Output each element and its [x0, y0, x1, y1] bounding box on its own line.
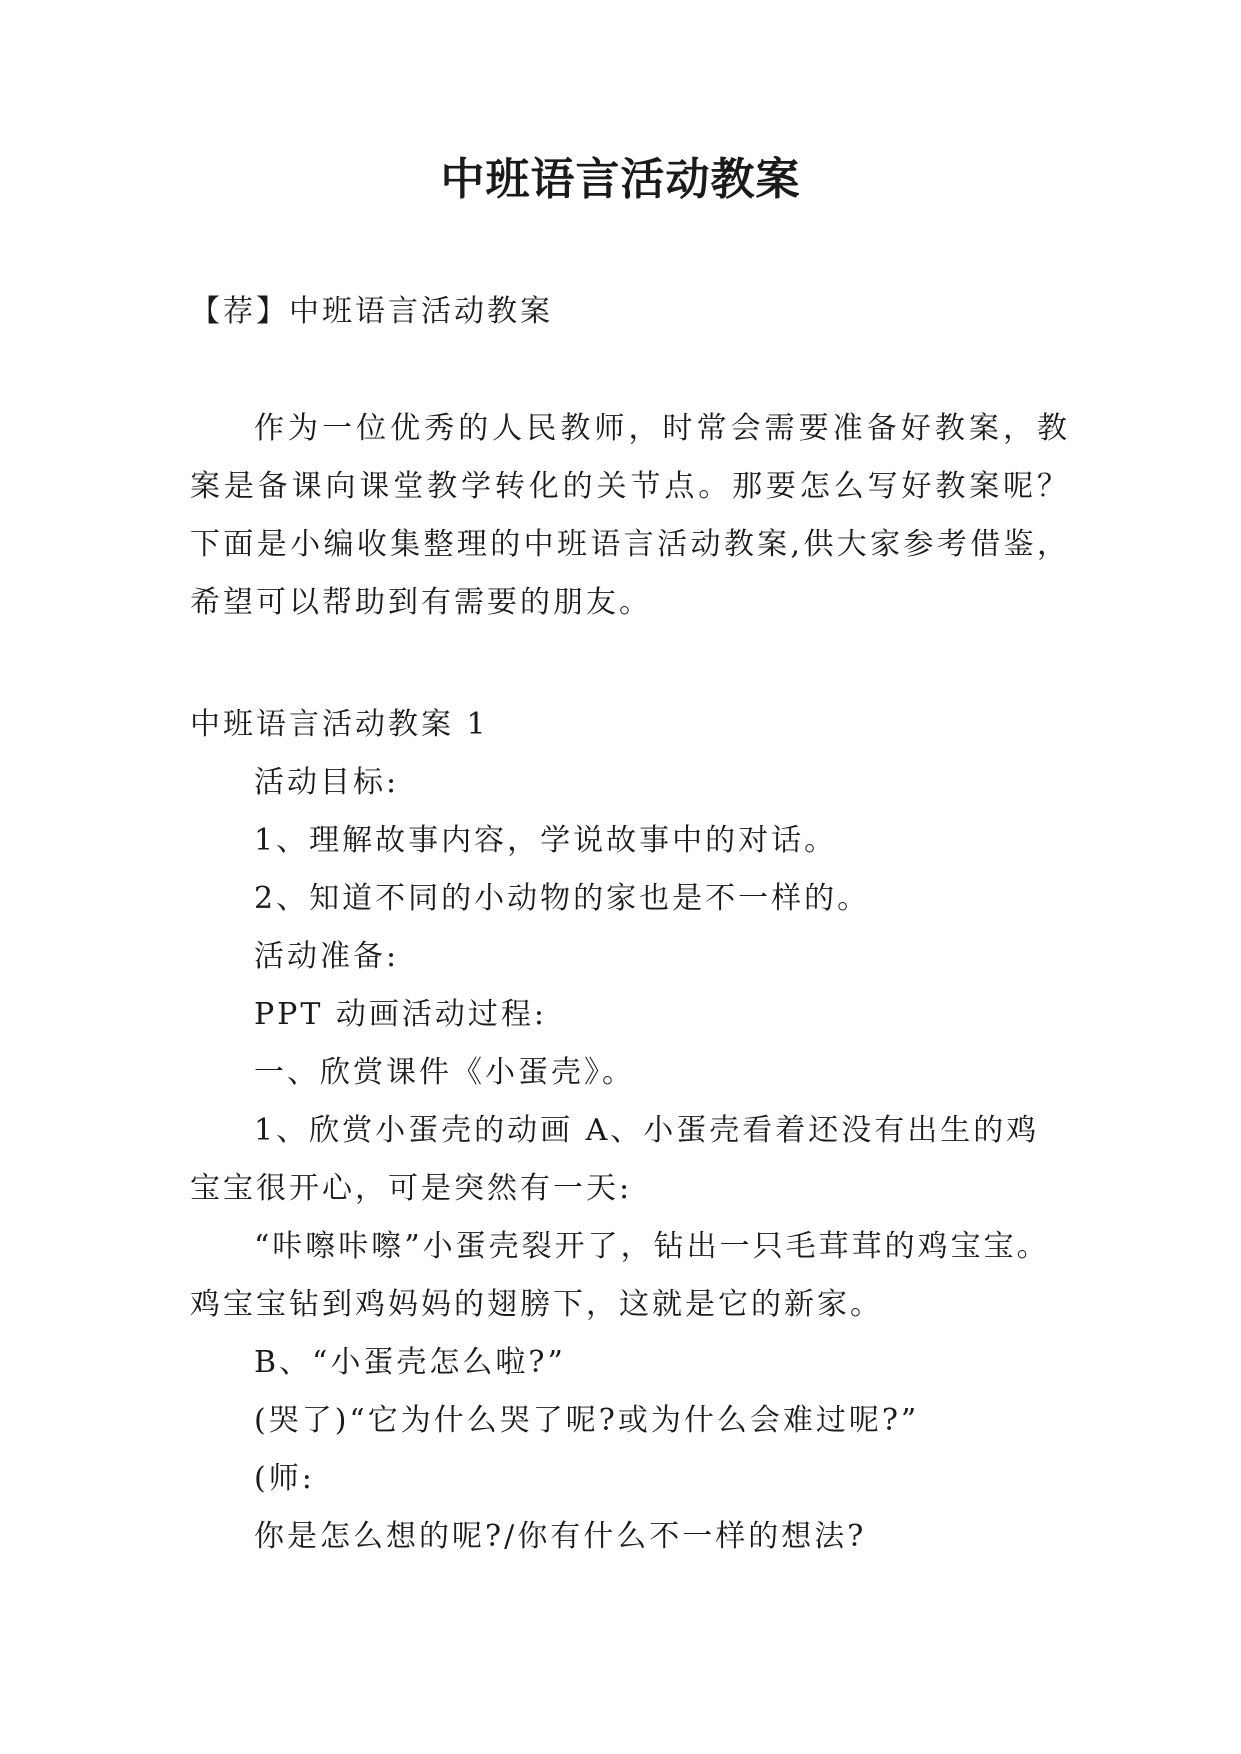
intro-paragraph: 作为一位优秀的人民教师，时常会需要准备好教案，教案是备课向课堂教学转化的关节点。那要怎么写好教案呢？下面是小编收集整理的中班语言活动教案,供大家参考借鉴，希望可以帮助到有需要的朋友。	[190, 411, 1070, 620]
paragraph-activity-prep: 活动准备:	[254, 939, 400, 974]
paragraph-activity-goals: 活动目标:	[254, 765, 400, 800]
paragraph-why-cry: (哭了)“它为什么哭了呢?或为什么会难过呢?”	[254, 1403, 920, 1438]
paragraph-goal-1: 1、理解故事内容，学说故事中的对话。	[254, 823, 838, 858]
paragraph-teacher: (师:	[254, 1461, 315, 1496]
paragraph-question-b: B、“小蛋壳怎么啦?”	[254, 1345, 566, 1380]
paragraph-goal-2: 2、知道不同的小动物的家也是不一样的。	[254, 881, 871, 916]
paragraph-step-one: 一、欣赏课件《小蛋壳》。	[254, 1055, 635, 1090]
paragraph-what-think: 你是怎么想的呢?/你有什么不一样的想法?	[254, 1519, 867, 1554]
paragraph-ppt-process: PPT 动画活动过程:	[254, 997, 548, 1032]
section-heading: 中班语言活动教案 1	[190, 707, 489, 742]
paragraph-crack-story: “咔嚓咔嚓”小蛋壳裂开了，钻出一只毛茸茸的鸡宝宝。鸡宝宝钻到鸡妈妈的翅膀下，这就是它的新家。	[190, 1229, 1050, 1322]
lesson-plan-body	[190, 696, 1070, 1566]
document-title: 中班语言活动教案	[440, 154, 801, 205]
paragraph-appreciate-animation: 1、欣赏小蛋壳的动画 A、小蛋壳看着还没有出生的鸡宝宝很开心，可是突然有一天:	[190, 1113, 1040, 1206]
document-subtitle: 【荐】中班语言活动教案	[190, 294, 553, 329]
